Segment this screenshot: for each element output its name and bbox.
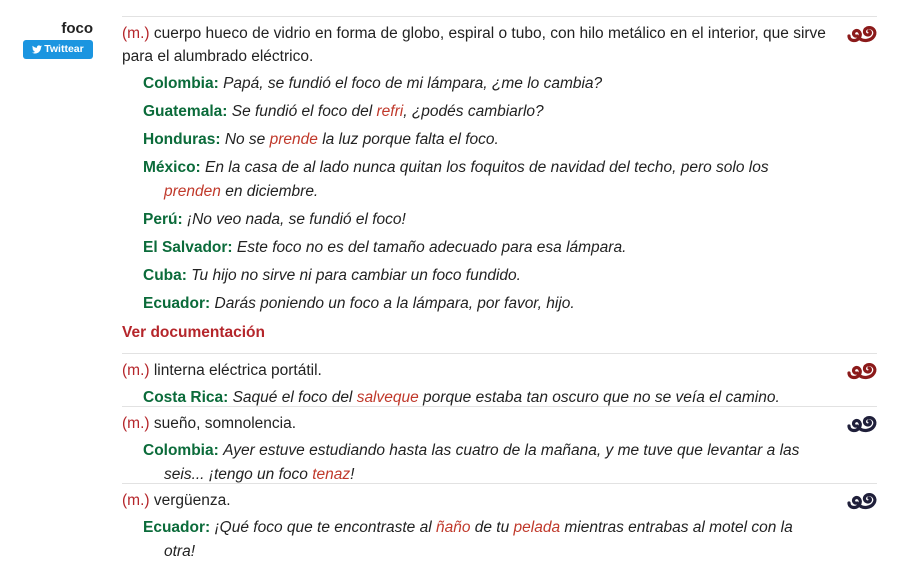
example-country: Ecuador: — [143, 295, 211, 312]
sentence-part: Papá, se fundió el foco de mi lámpara, ¿me lo cambia? — [223, 75, 603, 92]
example — [122, 516, 877, 564]
example-sentence — [223, 75, 602, 92]
example-country: Guatemala: — [143, 103, 228, 120]
definition-text: vergüenza. — [149, 492, 231, 509]
example-country: Costa Rica: — [143, 389, 229, 406]
twitter-bird-icon — [32, 45, 42, 54]
example-sentence — [187, 211, 406, 228]
sentence-part: ¡No veo nada, se fundió el foco! — [186, 211, 406, 228]
grammar-tag: (m.) — [122, 415, 150, 432]
example — [122, 128, 877, 152]
example-sentence — [164, 159, 769, 200]
example-sentence — [237, 239, 626, 256]
grammar-tag: (m.) — [122, 25, 150, 42]
sentence-part: de tu — [470, 519, 514, 536]
highlight-word: prende — [269, 131, 318, 148]
definition — [122, 359, 877, 382]
tweet-button[interactable] — [23, 40, 93, 59]
documentation-link[interactable]: Ver documentación — [122, 324, 265, 341]
example-country: Cuba: — [143, 267, 187, 284]
sense-2 — [122, 353, 877, 410]
example — [122, 439, 877, 487]
example-sentence — [225, 131, 499, 148]
example — [122, 156, 877, 204]
highlight-word: ñaño — [435, 519, 471, 536]
definition — [122, 412, 877, 435]
sentence-part: No se — [224, 131, 270, 148]
grammar-tag: (m.) — [122, 362, 150, 379]
example-country: Perú: — [143, 211, 183, 228]
highlight-word: prenden — [164, 183, 221, 200]
tweet-label: Twittear — [44, 43, 84, 55]
sentence-part: mientras entrabas al motel con la otra! — [164, 519, 793, 560]
definition — [122, 22, 877, 68]
example-country: Colombia: — [143, 75, 219, 92]
example — [122, 264, 877, 288]
example — [122, 208, 877, 232]
sentence-part: Este foco no es del tamaño adecuado para esa lámpara. — [236, 239, 627, 256]
example-country: México: — [143, 159, 201, 176]
example — [122, 292, 877, 316]
example-sentence — [215, 295, 575, 312]
example — [122, 236, 877, 260]
sense-3 — [122, 406, 877, 487]
sentence-part: la luz porque falta el foco. — [317, 131, 499, 148]
spiral-red-icon — [847, 23, 877, 43]
highlight-word: tenaz — [312, 466, 351, 483]
highlight-word: salveque — [356, 389, 419, 406]
highlight-word: pelada — [513, 519, 561, 536]
example — [122, 100, 877, 124]
example-country: El Salvador: — [143, 239, 233, 256]
sentence-part: Tu hijo no sirve ni para cambiar un foco fundido. — [191, 267, 521, 284]
sentence-part: Ayer estuve estudiando hasta las cuatro de la mañana, y me tuve que levantar a las seis... ¡tengo un foco — [164, 442, 800, 483]
definition — [122, 489, 877, 512]
example-country: Ecuador: — [143, 519, 211, 536]
sentence-part: En la casa de al lado nunca quitan los foquitos de navidad del techo, pero solo los — [205, 159, 769, 176]
sentence-part: Darás poniendo un foco a la lámpara, por favor, hijo. — [214, 295, 575, 312]
sentence-part: ¡Qué foco que te encontraste al — [214, 519, 436, 536]
sense-4 — [122, 483, 877, 564]
example-country: Colombia: — [143, 442, 219, 459]
example-sentence — [191, 267, 521, 284]
definition-text: linterna eléctrica portátil. — [149, 362, 322, 379]
example-country: Honduras: — [143, 131, 221, 148]
grammar-tag: (m.) — [122, 492, 150, 509]
sentence-part: Se fundió el foco del — [231, 103, 377, 120]
spiral-dark-icon — [847, 490, 877, 510]
spiral-red-icon — [847, 360, 877, 380]
definition-text: cuerpo hueco de vidrio en forma de globo, espiral o tubo, con hilo metálico en el interior, que sirve para el alumbrado eléctrico. — [122, 25, 826, 65]
definition-text: sueño, somnolencia. — [149, 415, 297, 432]
example-sentence — [232, 103, 544, 120]
sentence-part: Saqué el foco del — [232, 389, 357, 406]
example-sentence — [233, 389, 780, 406]
sentence-part: porque estaba tan oscuro que no se veía el camino. — [418, 389, 780, 406]
example — [122, 72, 877, 96]
example-sentence — [164, 519, 793, 560]
sentence-part: , ¿podés cambiarlo? — [403, 103, 544, 120]
sentence-part: ! — [350, 466, 355, 483]
sense-1 — [122, 16, 877, 342]
spiral-dark-icon — [847, 413, 877, 433]
sentence-part: en diciembre. — [220, 183, 319, 200]
headword: foco — [61, 20, 93, 37]
highlight-word: refri — [376, 103, 404, 120]
example-sentence — [164, 442, 799, 483]
